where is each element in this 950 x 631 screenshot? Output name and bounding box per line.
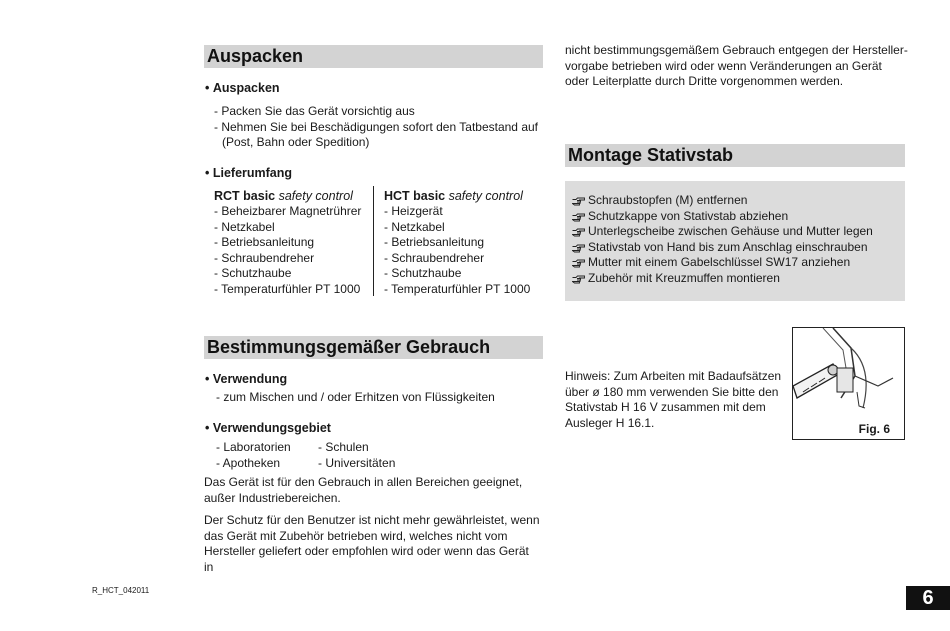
section-heading-usage: Bestimmungsgemäßer Gebrauch <box>204 336 543 359</box>
stand-rod-illustration <box>793 328 903 413</box>
montage-step-text: Zubehör mit Kreuzmuffen montieren <box>588 270 780 285</box>
delivery-item: - Schraubendreher <box>384 250 485 265</box>
usage-area-item: - Apotheken <box>216 455 281 470</box>
montage-step <box>572 240 873 256</box>
figure-6 <box>792 327 905 440</box>
model-name: RCT basic <box>214 189 279 203</box>
instruction-line: (Post, Bahn oder Spedition) <box>222 135 370 149</box>
model-variant: safety control <box>278 189 353 203</box>
delivery-item: - Temperaturfühler PT 1000 <box>384 281 531 296</box>
column-divider <box>373 186 374 296</box>
montage-step-text: Mutter mit einem Gabelschlüssel SW17 anziehen <box>588 255 851 269</box>
delivery-item: - Beheizbarer Magnetrührer <box>214 204 362 218</box>
delivery-list-hct <box>384 188 530 297</box>
pointing-hand-icon <box>572 195 585 204</box>
delivery-item: - Schutzhaube <box>214 266 292 280</box>
usage-areas-col2 <box>318 440 395 471</box>
usage-area-item: - Schulen <box>318 440 369 454</box>
delivery-column-heading <box>214 188 361 204</box>
section-heading-auspacken: Auspacken <box>204 45 543 68</box>
auspacken-instructions <box>214 104 538 151</box>
model-variant: safety control <box>448 189 523 203</box>
montage-step <box>572 271 873 287</box>
model-name: HCT basic <box>384 189 449 203</box>
pointing-hand-icon <box>572 257 585 266</box>
pointing-hand-icon <box>572 226 585 235</box>
instruction-line: - Nehmen Sie bei Beschädigungen sofort den Tatbestand auf <box>214 119 538 134</box>
bullet-dot: • <box>205 166 213 180</box>
montage-step <box>572 193 873 209</box>
usage-area-item: - Universitäten <box>318 455 396 470</box>
page-number: 6 <box>906 586 950 610</box>
bullet-heading-text: Lieferumfang <box>212 166 293 180</box>
usage-line: - zum Mischen und / oder Erhitzen von Flüssigkeiten <box>216 390 495 404</box>
montage-steps-list <box>572 193 873 286</box>
delivery-item: - Heizgerät <box>384 204 443 218</box>
delivery-item: - Netzkabel <box>214 219 275 234</box>
delivery-column-heading <box>384 188 530 204</box>
delivery-item: - Betriebsanleitung <box>214 235 315 249</box>
pointing-hand-icon <box>572 211 585 220</box>
montage-step <box>572 255 873 271</box>
delivery-list-rct <box>214 188 361 297</box>
bullet-dot: • <box>205 421 213 435</box>
delivery-item: - Netzkabel <box>384 219 445 234</box>
bullet-heading-text: Auspacken <box>212 81 280 95</box>
bullet-heading-verwendungsgebiet <box>205 420 331 436</box>
montage-step-text: Unterlegscheibe zwischen Gehäuse und Mutter legen <box>588 224 873 238</box>
usage-area-item: - Laboratorien <box>216 440 291 454</box>
section-heading-montage: Montage Stativstab <box>565 144 905 167</box>
montage-step <box>572 209 873 225</box>
montage-step-text: Schraubstopfen (M) entfernen <box>588 193 748 207</box>
montage-step <box>572 224 873 240</box>
delivery-item: - Betriebsanleitung <box>384 235 485 249</box>
hinweis-note: Hinweis: Zum Arbeiten mit Badaufsätzen über ø 180 mm verwenden Sie bitte den Stativstab H 16 V zusammen mit dem Ausleger H 16.1. <box>565 369 782 430</box>
usage-paragraph: Das Gerät ist für den Gebrauch in allen Bereichen geeignet, außer Industriebereichen. <box>204 475 523 505</box>
delivery-item: - Schraubendreher <box>214 250 315 265</box>
montage-step-text: Schutzkappe von Stativstab abziehen <box>588 208 789 223</box>
usage-areas-col1 <box>216 440 291 471</box>
bullet-heading-text: Verwendung <box>212 372 288 386</box>
bullet-heading-auspacken <box>205 80 280 96</box>
bullet-dot: • <box>205 81 213 95</box>
delivery-item: - Schutzhaube <box>384 266 462 280</box>
continuation-paragraph: nicht bestimmungsgemäßem Gebrauch entgegen der Hersteller-vorgabe betrieben wird oder wenn Veränderungen an Gerät oder Leiterplatte durch Dritte vorgenommen werden. <box>565 43 908 88</box>
instruction-line: - Packen Sie das Gerät vorsichtig aus <box>214 104 415 118</box>
delivery-item: - Temperaturfühler PT 1000 <box>214 281 361 296</box>
montage-step-text: Stativstab von Hand bis zum Anschlag einschrauben <box>588 239 868 254</box>
usage-paragraph: Der Schutz für den Benutzer ist nicht mehr gewährleistet, wenn das Gerät mit Zubehör betrieben wird, welches nicht vom Hersteller geliefert oder empfohlen wird oder wenn das Gerät in <box>204 513 540 574</box>
bullet-heading-lieferumfang <box>205 165 292 181</box>
bullet-dot: • <box>205 372 213 386</box>
pointing-hand-icon <box>572 273 585 282</box>
document-code: R_HCT_042011 <box>92 586 150 595</box>
bullet-heading-verwendung <box>205 371 287 387</box>
bullet-heading-text: Verwendungsgebiet <box>212 421 331 435</box>
figure-label: Fig. 6 <box>858 422 890 436</box>
pointing-hand-icon <box>572 242 585 251</box>
